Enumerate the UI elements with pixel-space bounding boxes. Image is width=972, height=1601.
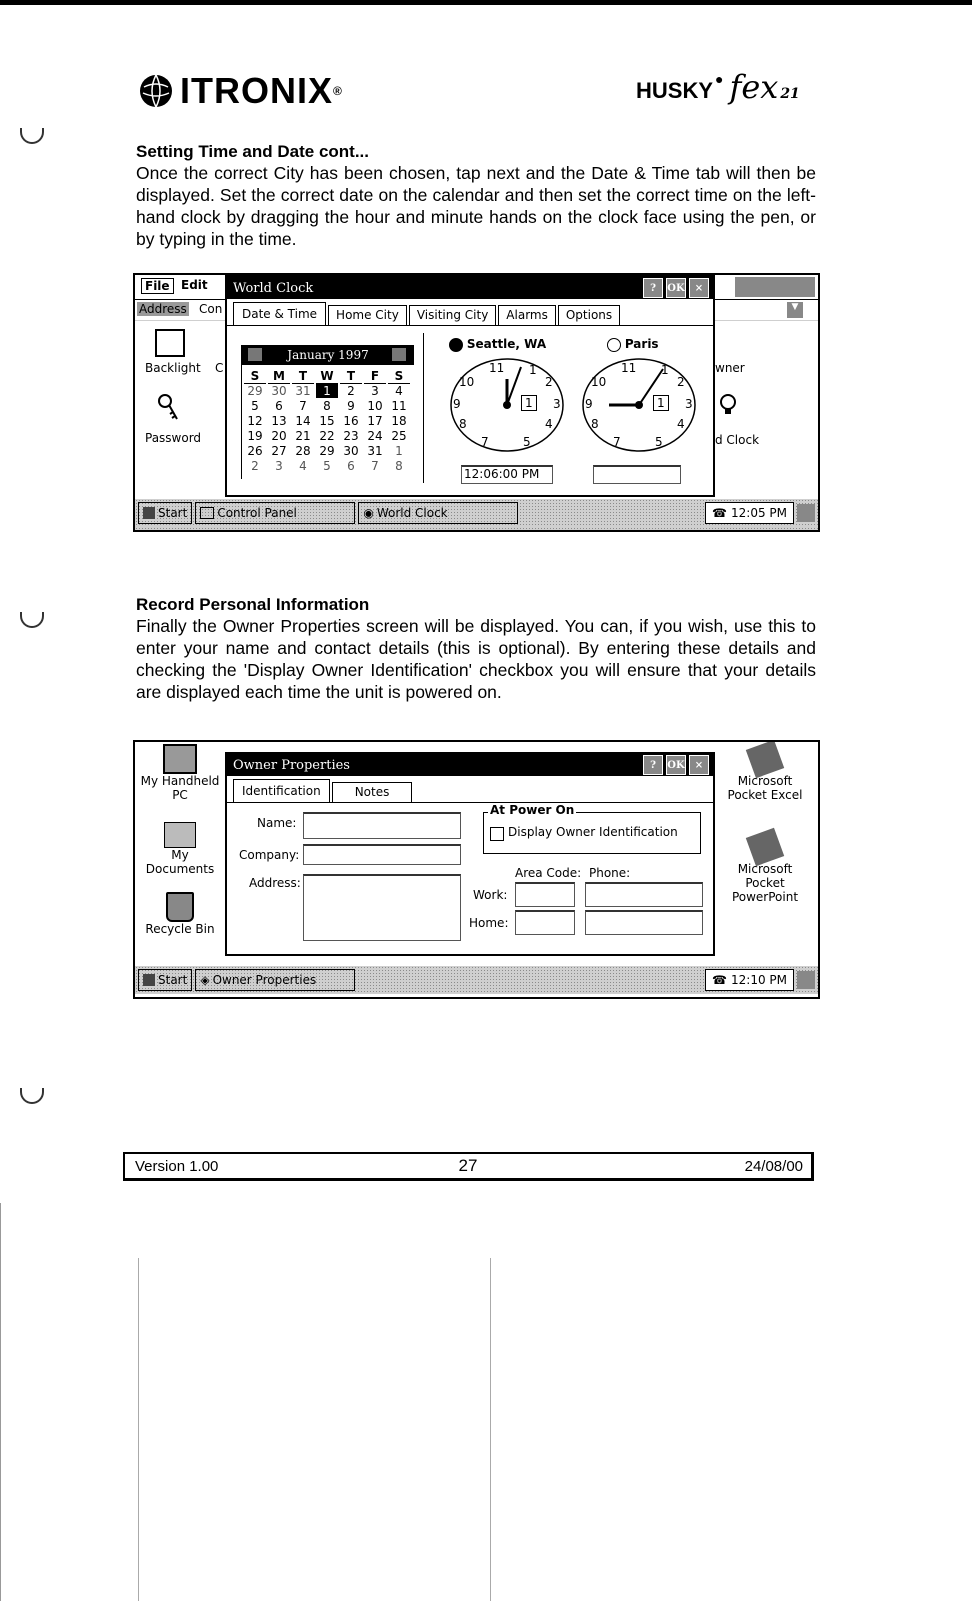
radio-selected-icon[interactable] [449,338,463,352]
display-owner-checkbox[interactable] [490,827,504,841]
section-heading: Record Personal Information [136,595,370,614]
windows-logo-icon [143,974,155,986]
world-clock-screenshot [133,273,820,532]
calendar-day[interactable]: 5 [251,399,259,413]
menu-file[interactable]: File [141,278,174,294]
taskbar [135,498,818,527]
bg-titlebar-buttons [735,277,815,297]
calendar-day[interactable]: 26 [247,444,263,458]
excel-icon [746,740,784,778]
numeral: 3 [685,397,693,411]
connection-icon: ☎ [712,973,727,987]
calendar-day[interactable]: 7 [299,399,307,413]
calendar-day[interactable]: 19 [247,429,263,443]
calendar-day[interactable]: 31 [295,384,311,398]
globe-icon [138,73,174,109]
calendar-day[interactable]: 13 [271,414,287,428]
computer-icon [163,744,197,774]
calendar-weekday: F [364,369,386,384]
calendar-day[interactable]: 1 [395,444,403,458]
desktop-icon-pocket-powerpoint[interactable]: Microsoft Pocket PowerPoint [715,832,815,904]
calendar-day[interactable]: 7 [371,459,379,473]
section-paragraph: Once the correct City has been chosen, tap next and the Date & Time tab will then be displayed. Set the correct date on the calendar and then set the correct time on the left-hand clock by dragging the hour and minute hands on the clock face using the pen, or by typing in the time. [136,163,816,249]
world-clock-dialog [225,275,715,497]
phone-label: Phone: [589,866,631,880]
calendar-day[interactable]: 3 [371,384,379,398]
radio-paris[interactable] [607,337,659,352]
calendar-day[interactable]: 1 [316,384,338,398]
seattle-time-field[interactable]: 12:06:00 PM [461,465,553,484]
calendar-grid [244,369,412,479]
tab-strip [227,776,713,803]
checkbox-label: Display Owner Identification [508,825,678,839]
calendar-day[interactable]: 15 [319,414,335,428]
owner-properties-screenshot [133,740,820,999]
close-button[interactable]: × [689,755,709,775]
desktop-icon-pocket-excel[interactable]: Microsoft Pocket Excel [715,744,815,802]
tab-identification[interactable]: Identification [233,779,330,802]
margin-mark [20,1088,44,1104]
section-paragraph: Finally the Owner Properties screen will be displayed. You can, if you wish, use this to enter your name and contact details (this is optional). By entering these details and checking the 'Display Owner Identification' checkbox you will ensure that your details are displayed each time the unit is powered on. [136,616,816,702]
numeral: 9 [453,397,461,411]
radio-unselected-icon[interactable] [607,338,621,352]
calendar-day[interactable]: 9 [347,399,355,413]
start-button[interactable]: Start [138,969,192,991]
numeral: 10 [459,375,475,389]
radio-seattle[interactable] [449,337,546,352]
company-label: Company: [239,848,300,862]
tray-clock: 12:10 PM [731,973,787,987]
work-phone-field[interactable] [585,882,703,907]
at-power-on-group [483,803,701,854]
dialog-titlebar [227,754,713,776]
work-area-code-field[interactable] [515,882,575,907]
calendar-weekday: S [388,369,410,384]
address-field[interactable] [303,874,461,941]
numeral: 8 [459,417,467,431]
calendar-day[interactable]: 31 [367,444,383,458]
numeral: 7 [481,435,489,449]
taskbar-item-world-clock[interactable]: ◉ World Clock [358,502,518,524]
company-field[interactable] [303,844,461,865]
calendar-day[interactable]: 25 [391,429,407,443]
tab-date-time[interactable]: Date & Time [233,302,326,325]
menu-edit[interactable]: Edit [181,278,208,292]
owner-properties-icon: ◈ [200,973,210,987]
name-field[interactable] [303,812,461,839]
help-button[interactable]: ? [643,755,663,775]
calendar-day[interactable]: 11 [391,399,407,413]
scan-line [138,1258,139,1601]
system-tray [705,502,794,524]
calendar-day[interactable]: 16 [343,414,359,428]
tab-visiting-city[interactable]: Visiting City [409,305,496,325]
start-button[interactable]: Start [138,502,192,524]
calendar-day[interactable]: 30 [343,444,359,458]
calendar-day[interactable]: 24 [367,429,383,443]
folder-icon [164,822,196,848]
calendar-month: January 1997 [287,348,369,362]
calendar-weekday: W [316,369,338,384]
group-label: At Power On [490,803,575,817]
numeral: 9 [585,397,593,411]
calendar-day[interactable]: 12 [247,414,263,428]
numeral: 4 [545,417,553,431]
numeral: 5 [655,435,663,449]
tray-clock: 12:05 PM [731,506,787,520]
tab-home-city[interactable]: Home City [328,305,407,325]
tab-alarms[interactable]: Alarms [498,305,556,325]
margin-mark [20,128,44,144]
calendar-day[interactable]: 28 [295,444,311,458]
divider [423,333,424,483]
numeral: 8 [591,417,599,431]
calendar-day[interactable]: 14 [295,414,311,428]
numeral: 11 [621,361,637,375]
page-footer [123,1152,814,1181]
calendar-day[interactable]: 2 [251,459,259,473]
name-label: Name: [257,816,297,830]
paw-icon: ● [715,71,724,87]
seattle-clock-face[interactable] [447,355,567,455]
numeral: 4 [677,417,685,431]
home-area-code-field[interactable] [515,910,575,935]
numeral: 2 [677,375,685,389]
desktop-icon-handheld-pc[interactable]: My Handheld PC [135,744,225,802]
taskbar-item-control-panel[interactable]: Control Panel [195,502,355,524]
section-heading: Setting Time and Date cont... [136,142,369,161]
dialog-titlebar [227,277,713,299]
tab-options[interactable]: Options [558,305,620,325]
address-label: Address: [249,876,301,890]
calendar-day[interactable]: 20 [271,429,287,443]
owner-fragment[interactable]: wner [715,361,745,375]
calendar-day[interactable]: 23 [343,429,359,443]
husky-fex21-logo: HUSKY ● fex 21 [636,68,800,106]
calendar-day[interactable]: 18 [391,414,407,428]
calendar-day[interactable]: 10 [367,399,383,413]
clock-icon[interactable] [719,393,737,415]
footer-version: Version 1.00 [135,1157,219,1175]
powerpoint-icon [746,828,784,866]
calendar-weekday: S [244,369,266,384]
numeral: 3 [553,397,561,411]
calendar-weekday: T [340,369,362,384]
address-label: Address [139,302,187,316]
paris-time-field: 9:06:00 PM [593,465,681,484]
world-clock-fragment[interactable]: d Clock [715,433,760,447]
calendar-day[interactable]: 2 [347,384,355,398]
seattle-label: Seattle, WA [466,337,547,351]
numeral: 1 [661,363,669,377]
calendar-day[interactable]: 8 [323,399,331,413]
calendar-day[interactable]: 8 [395,459,403,473]
ok-button[interactable]: OK [666,755,686,775]
home-phone-field[interactable] [585,910,703,935]
desktop-icon[interactable] [797,504,815,522]
dropdown-arrow-icon[interactable]: ▼ [787,302,803,318]
dialog-title: World Clock [233,280,314,296]
footer-date: 24/08/00 [744,1157,803,1175]
backlight-label[interactable]: Backlight [145,361,201,375]
calendar-day[interactable]: 21 [295,429,311,443]
paris-label: Paris [624,337,659,351]
desktop-icon-recycle-bin[interactable]: Recycle Bin [135,892,225,936]
numeral: 1 [529,363,537,377]
taskbar [135,965,818,994]
dialog-title: Owner Properties [233,757,350,773]
itronix-logo: ITRONIX ® [138,70,343,112]
footer-page-number: 27 [458,1156,478,1175]
calendar-header [242,345,414,365]
calendar-weekday: T [292,369,314,384]
area-code-label: Area Code: [515,866,582,880]
owner-properties-dialog [225,752,715,956]
numeral: 2 [545,375,553,389]
calendar-day[interactable]: 5 [323,459,331,473]
address-text: Con [199,302,223,316]
calendar-day[interactable]: 4 [395,384,403,398]
home-label: Home: [469,916,509,930]
tab-strip [227,299,713,326]
desktop-icon[interactable] [797,971,815,989]
ok-button[interactable]: OK [666,278,686,298]
scan-line [0,1203,1,1601]
calendar-day[interactable]: 30 [271,384,287,398]
taskbar-item-owner-properties[interactable]: ◈ Owner Properties [195,969,355,991]
calendar-weekday: M [268,369,290,384]
scan-line [490,1258,491,1601]
help-button[interactable]: ? [643,278,663,298]
calendar-day[interactable]: 6 [347,459,355,473]
calendar-day[interactable]: 22 [319,429,335,443]
connection-icon: ☎ [712,506,727,520]
keys-icon[interactable] [157,393,179,423]
numeral: 11 [489,361,505,375]
recycle-bin-icon [166,892,194,922]
calendar-day[interactable]: 27 [271,444,287,458]
control-panel-icon [200,507,214,519]
backlight-icon[interactable] [155,329,185,357]
margin-mark [20,612,44,628]
calendar-day[interactable]: 4 [299,459,307,473]
tab-notes[interactable]: Notes [332,782,413,802]
numeral: 5 [523,435,531,449]
system-tray [705,969,794,991]
bg-fragment: C [215,361,224,375]
numeral: 7 [613,435,621,449]
calendar-day[interactable]: 29 [319,444,335,458]
password-label[interactable]: Password [145,431,202,445]
windows-logo-icon [143,507,155,519]
world-clock-icon: ◉ [363,506,374,520]
desktop-icon-my-documents[interactable]: My Documents [135,822,225,876]
date-box: 1 [653,395,669,411]
close-button[interactable]: × [689,278,709,298]
calendar-day[interactable]: 17 [367,414,383,428]
calendar-day[interactable]: 3 [275,459,283,473]
date-box: 1 [521,395,537,411]
calendar [241,345,414,479]
top-rule [0,0,972,5]
calendar-day[interactable]: 29 [247,384,263,398]
calendar-day[interactable]: 6 [275,399,283,413]
numeral: 10 [591,375,607,389]
work-label: Work: [473,888,508,902]
paris-clock-face [579,355,699,455]
next-month-icon[interactable] [392,348,406,361]
